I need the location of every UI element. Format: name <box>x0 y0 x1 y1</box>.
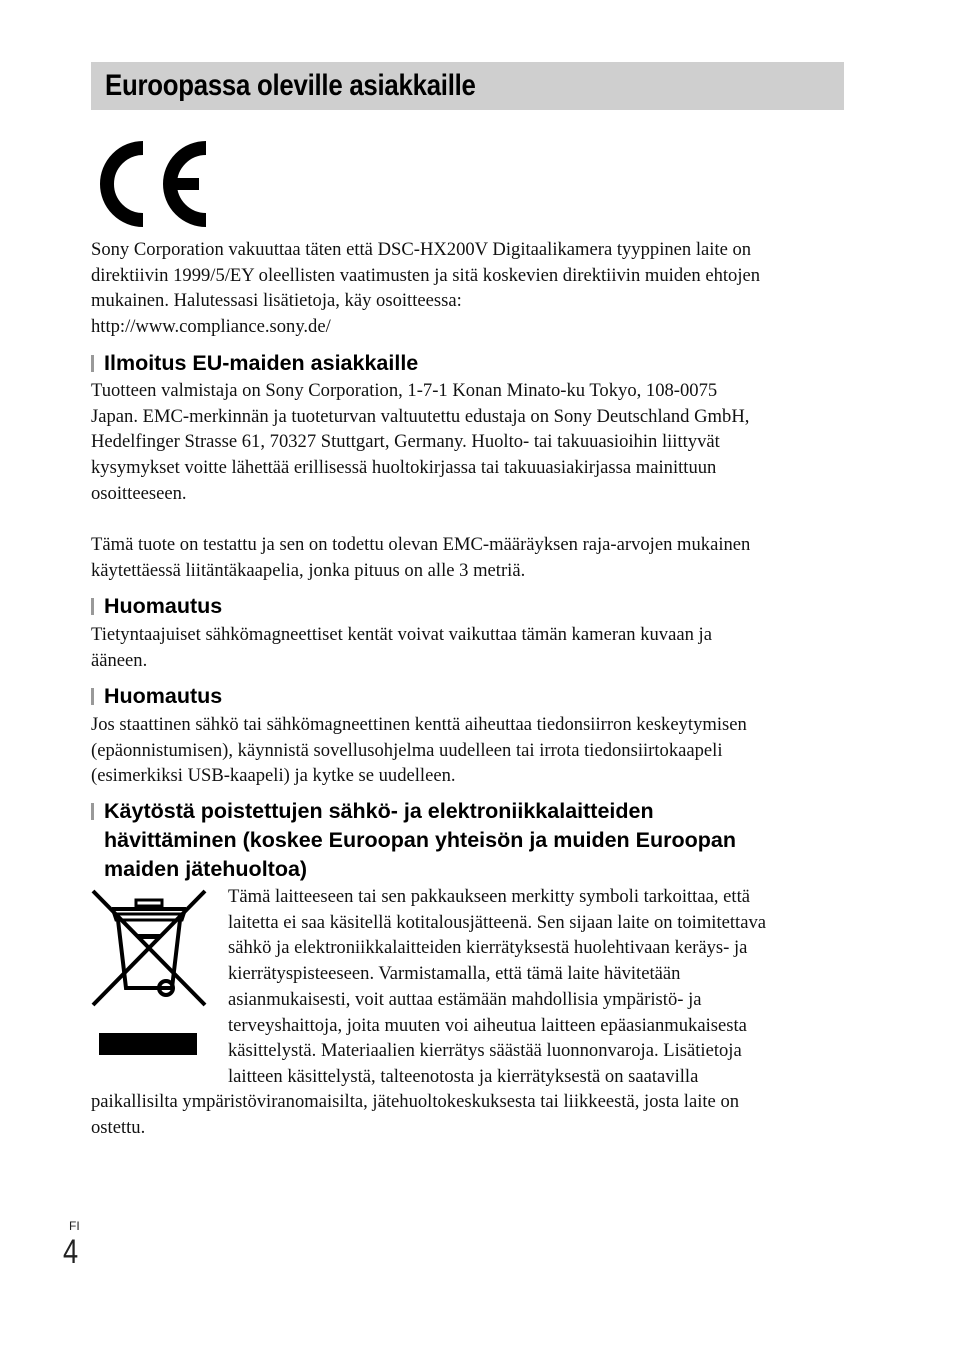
section-heading-note-2 <box>91 682 851 711</box>
text-line: sähkö ja elektroniikkalaitteiden kierrätyksestä huolehtivaan keräys- ja <box>228 937 748 959</box>
page-number: 4 <box>63 1233 79 1271</box>
note-1-text <box>91 622 846 673</box>
text-line: asianmukaisesti, voit auttaa estämään mahdollisia ympäristö- ja <box>228 988 702 1010</box>
section-heading-note-1 <box>91 592 851 621</box>
text-line: direktiivin 1999/5/EY oleellisten vaatimusten ja sitä koskevien direktiivin muiden ehtojen <box>91 264 761 286</box>
crossed-out-wheelie-bin-icon <box>90 888 208 1058</box>
heading-line: hävittäminen (koskee Euroopan yhteisön ja muiden Euroopan <box>104 828 736 852</box>
ce-mark-icon <box>95 140 213 228</box>
heading-marker <box>91 598 94 615</box>
disposal-tail-text <box>91 1089 846 1140</box>
text-line: Jos staattinen sähkö tai sähkömagneettinen kenttä aiheuttaa tiedonsiirron keskeytymisen <box>91 714 747 735</box>
disposal-wrapped-text <box>228 884 838 1090</box>
heading-label: Huomautus <box>104 684 223 708</box>
heading-marker <box>91 688 94 705</box>
text-line: Japan. EMC-merkinnän ja tuoteturvan valtuutettu edustaja on Sony Deutschland GmbH, <box>91 405 750 427</box>
text-line: Hedelfinger Strasse 61, 70327 Stuttgart, Germany. Huolto- tai takuuasioihin liittyvät <box>91 431 720 453</box>
text-line: (esimerkiksi USB-kaapeli) ja kytke se uudelleen. <box>91 765 456 787</box>
eu-paragraph-1 <box>91 378 846 507</box>
text-line: Tämä tuote on testattu ja sen on todettu olevan EMC-määräyksen raja-arvojen mukainen <box>91 534 751 555</box>
text-line: mukainen. Halutessasi lisätietoja, käy osoitteessa: <box>91 290 462 312</box>
compliance-url[interactable]: http://www.compliance.sony.de/ <box>91 316 331 338</box>
eu-paragraph-2 <box>91 532 846 583</box>
note-2-text <box>91 712 846 789</box>
text-line: Sony Corporation vakuuttaa täten että DSC-HX200V Digitaalikamera tyyppinen laite on <box>91 239 752 260</box>
text-line: Tämä laitteeseen tai sen pakkaukseen merkitty symboli tarkoittaa, että <box>228 886 750 907</box>
page-title-bar <box>91 62 844 110</box>
heading-label: Ilmoitus EU-maiden asiakkaille <box>104 351 419 375</box>
text-line: ostettu. <box>91 1116 146 1138</box>
heading-line: maiden jätehuoltoa) <box>104 857 308 881</box>
page-title: Euroopassa oleville asiakkaille <box>105 69 476 102</box>
text-line: kierrätyspisteeseen. Varmistamalla, että tämä laite hävitetään <box>228 963 681 985</box>
section-heading-disposal <box>91 797 851 884</box>
heading-marker <box>91 803 94 820</box>
text-line: kysymykset voitte lähettää erillisessä huoltokirjassa tai takuuasiakirjassa mainittuun <box>91 457 717 479</box>
text-line: laitteen käsittelystä, talteenotosta ja kierrätyksestä on saatavilla <box>228 1065 699 1087</box>
text-line: käsittelystä. Materiaalien kierrätys säästää luonnonvaroja. Lisätietoja <box>228 1040 742 1062</box>
text-line: Tietyntaajuiset sähkömagneettiset kentät voivat vaikuttaa tämän kameran kuvaan ja <box>91 624 712 645</box>
section-heading-eu <box>91 349 851 378</box>
text-line: terveyshaittoja, joita muuten voi aiheutua laitteen epäasianmukaisesta <box>228 1014 747 1036</box>
heading-label: Huomautus <box>104 594 223 618</box>
heading-line: Käytöstä poistettujen sähkö- ja elektroniikkalaitteiden <box>104 799 654 823</box>
text-line: osoitteeseen. <box>91 482 187 504</box>
language-code: FI <box>69 1219 80 1233</box>
text-line: Tuotteen valmistaja on Sony Corporation, 1-7-1 Konan Minato-ku Tokyo, 108-0075 <box>91 380 718 401</box>
text-line: (epäonnistumisen), käynnistä sovellusohjelma uudelleen tai irrota tiedonsiirtokaapeli <box>91 739 723 761</box>
declaration-text <box>91 237 846 340</box>
text-line: paikallisilta ympäristöviranomaisilta, jätehuoltokeskuksesta tai liikkeestä, josta laite on <box>91 1091 740 1112</box>
text-line: laitetta ei saa käsitellä kotitalousjätteenä. Sen sijaan laite on toimitettava <box>228 911 767 933</box>
heading-marker <box>91 355 94 372</box>
text-line: käytettäessä liitäntäkaapelia, jonka pituus on alle 3 metriä. <box>91 559 526 581</box>
text-line: ääneen. <box>91 649 148 671</box>
